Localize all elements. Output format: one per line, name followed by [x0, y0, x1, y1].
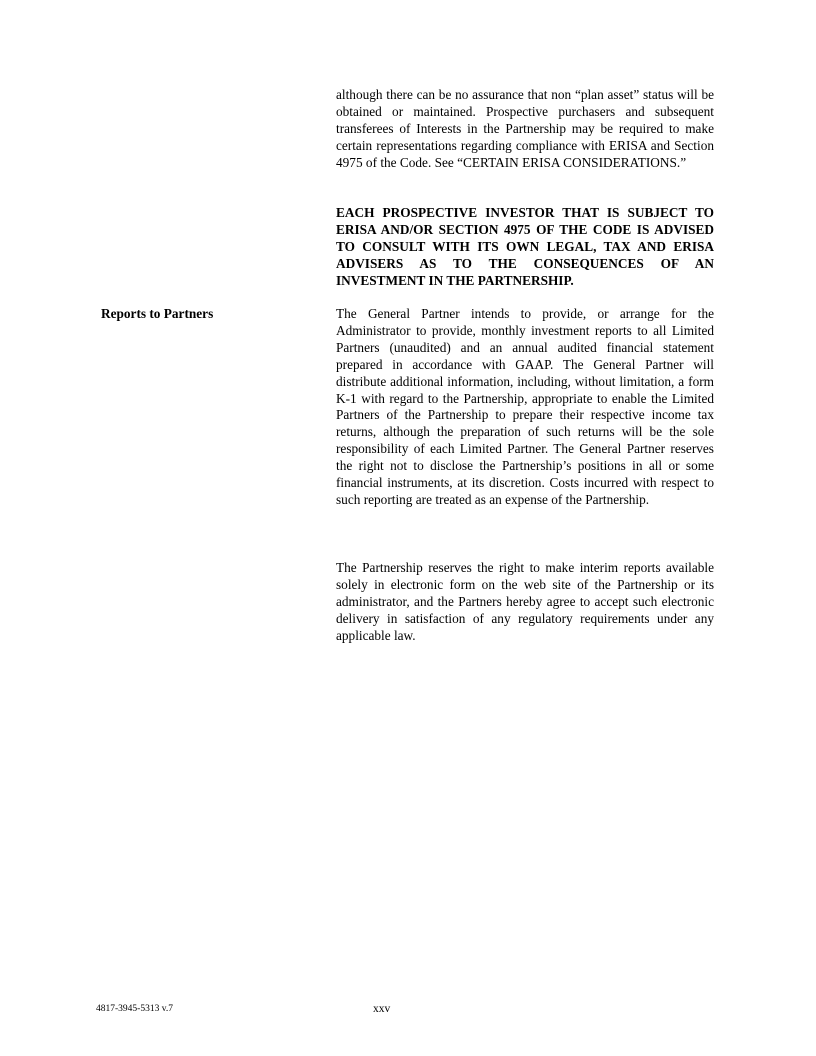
reports-paragraph-2: The Partnership reserves the right to make interim reports available solely in electronic form on the web site of the Partnership or its administrator, and the Partners hereby agree to accept such electronic delivery in satisfaction of any regulatory requirements under any applicable law. [336, 560, 714, 643]
section-heading-reports-to-partners: Reports to Partners [101, 306, 214, 321]
footer-document-id: 4817-3945-5313 v.7 [96, 1004, 173, 1014]
footer-page-number: xxv [373, 1003, 391, 1015]
continued-paragraph: although there can be no assurance that non “plan asset” status will be obtained or maintained. Prospective purchasers and subsequent transferees of Interests in the Partnership may be required to make certain representations regarding compliance with ERISA and Section 4975 of the Code. See “CERTAIN ERISA CONSIDERATIONS.” [336, 87, 714, 170]
erisa-warning-paragraph: EACH PROSPECTIVE INVESTOR THAT IS SUBJECT TO ERISA AND/OR SECTION 4975 OF THE CODE IS ADVISED TO CONSULT WITH ITS OWN LEGAL, TAX AND ERISA ADVISERS AS TO THE CONSEQUENCES OF AN INVESTMENT IN THE PARTNERSHIP. [336, 205, 714, 288]
reports-paragraph-1: The General Partner intends to provide, or arrange for the Administrator to provide, monthly investment reports to all Limited Partners (unaudited) and an annual audited financial statement prepared in accordance with GAAP. The General Partner will distribute additional information, including, without limitation, a form K-1 with regard to the Partnership, appropriate to enable the Limited Partners of the Partnership to prepare their respective income tax returns, although the preparation of such returns will be the sole responsibility of each Limited Partner. The General Partner reserves the right not to disclose the Partnership’s positions in all or some financial instruments, at its discretion. Costs incurred with respect to such reporting are treated as an expense of the Partnership. [336, 306, 714, 507]
